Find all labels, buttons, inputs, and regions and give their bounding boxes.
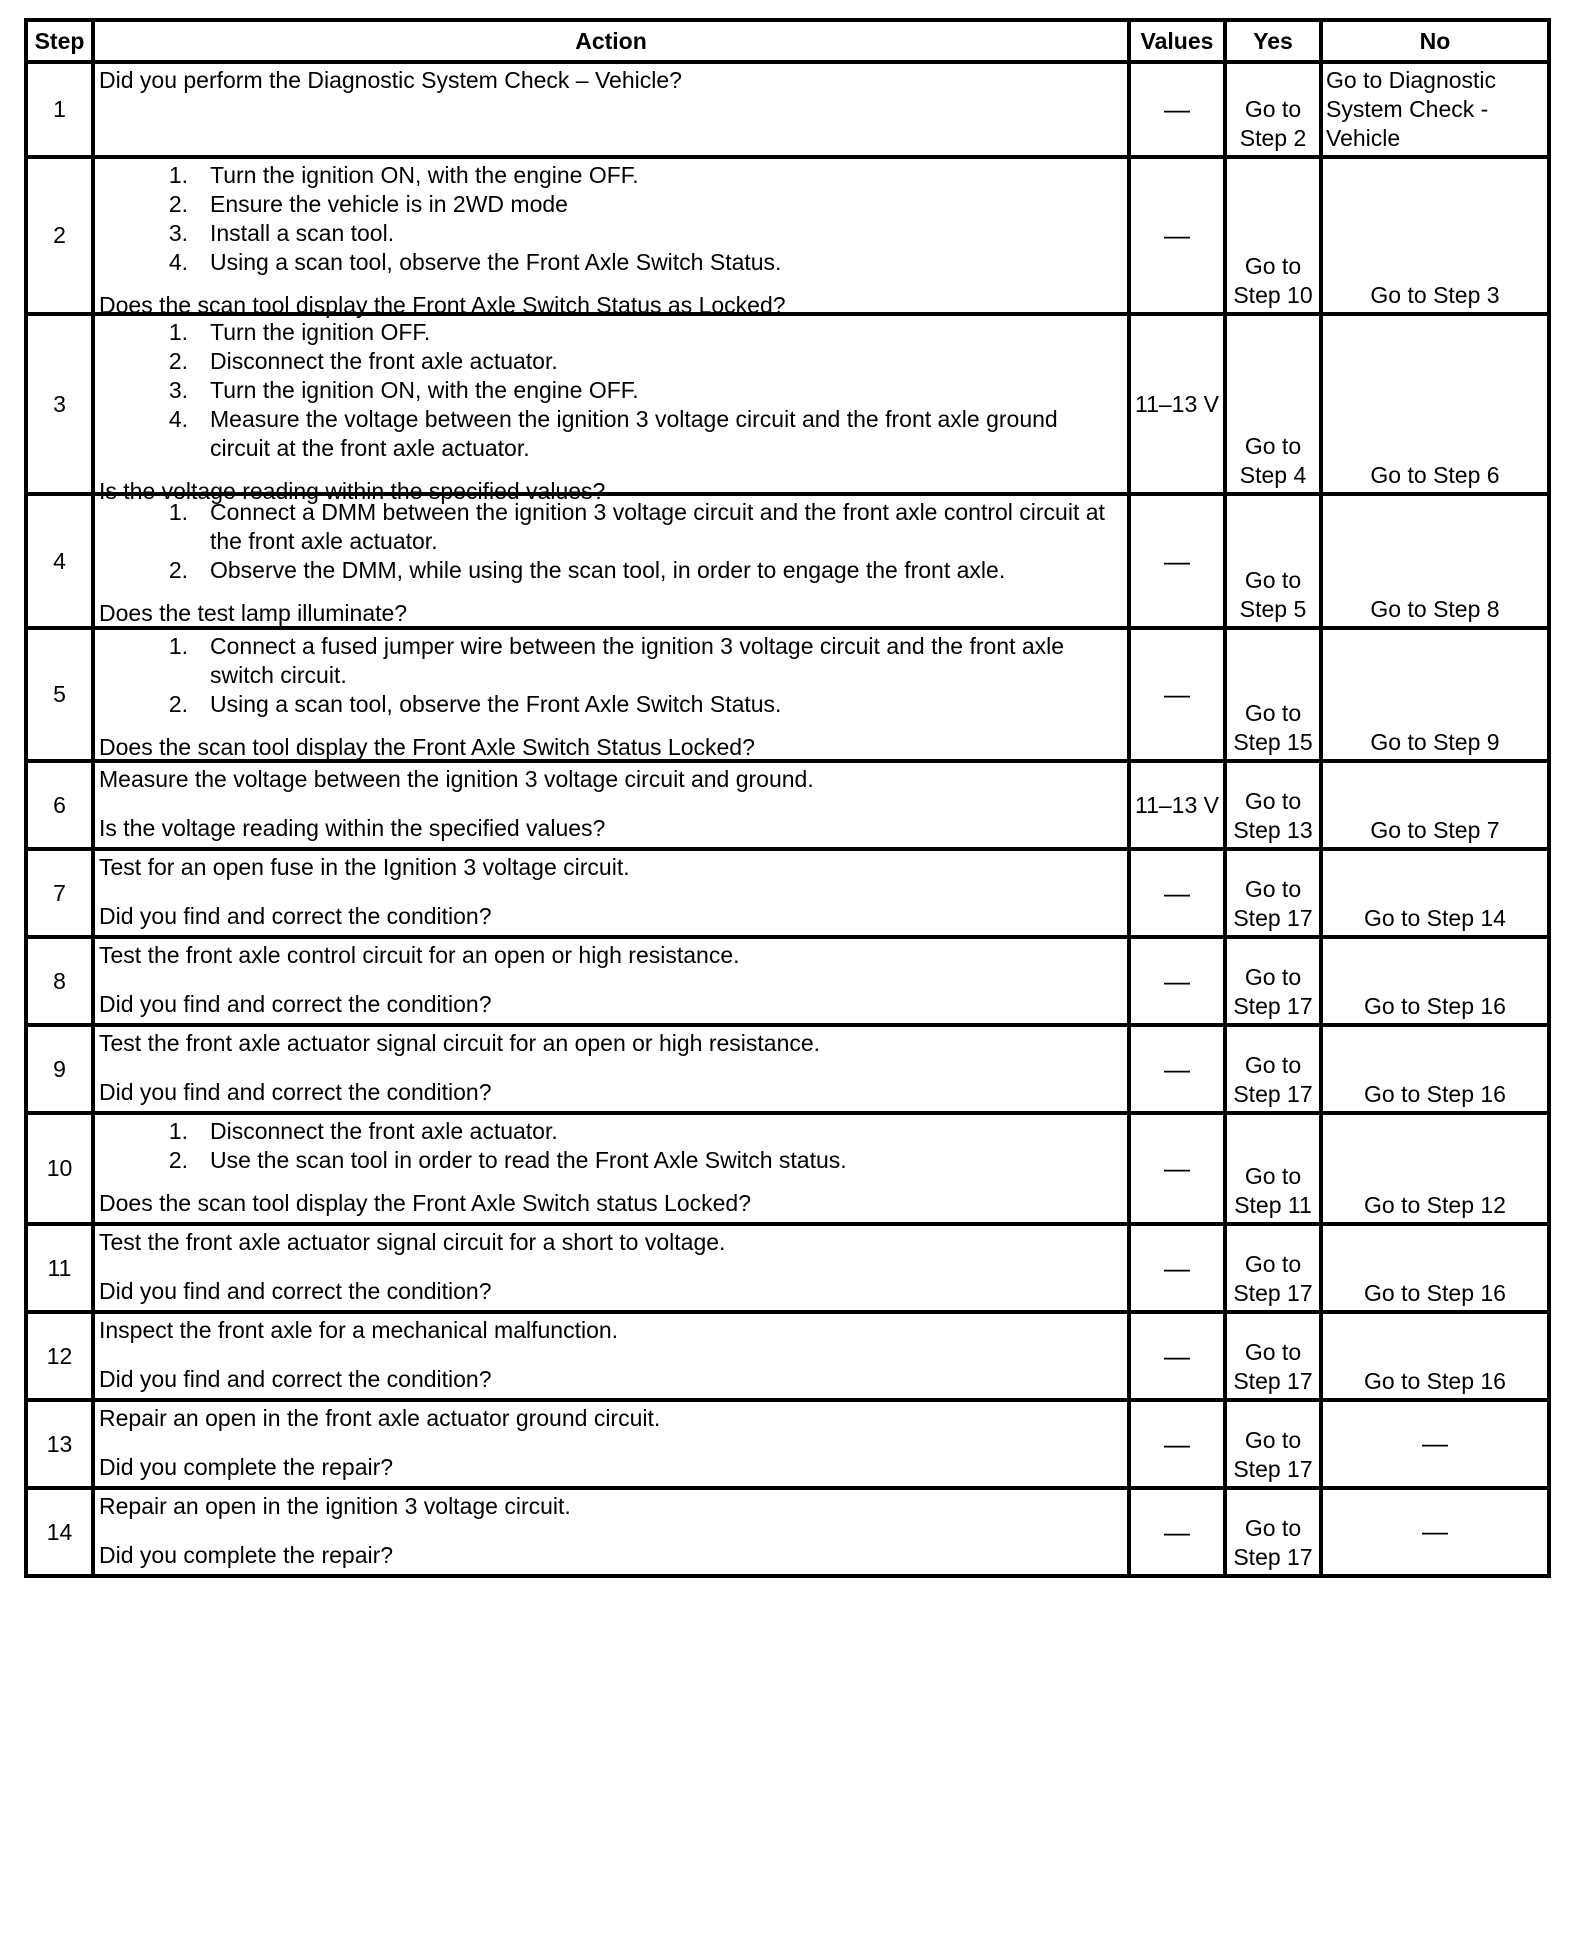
step-number: 3 (26, 314, 93, 494)
action-content (99, 1117, 1119, 1218)
yes-cell: Go to Step 13 (1225, 761, 1321, 849)
yes-cell: Go to Step 10 (1225, 157, 1321, 314)
action-question: Did you perform the Diagnostic System Check – Vehicle? (99, 67, 682, 93)
action-question: Did you find and correct the condition? (99, 991, 492, 1017)
action-cell (93, 1400, 1129, 1488)
action-content (99, 1316, 1119, 1394)
action-step-text: Disconnect the front axle actuator. (210, 348, 558, 374)
action-step-text: Using a scan tool, observe the Front Axle Switch Status. (210, 249, 782, 275)
action-cell (93, 314, 1129, 504)
no-cell: Go to Step 16 (1321, 937, 1549, 1025)
no-cell: Go to Step 3 (1321, 157, 1549, 314)
action-step-item (99, 248, 1119, 277)
yes-cell: Go to Step 11 (1225, 1113, 1321, 1224)
step-number: 2 (26, 157, 93, 314)
step-number: 13 (26, 1400, 93, 1488)
header-yes: Yes (1225, 20, 1321, 62)
step-number: 9 (26, 1025, 93, 1113)
action-step-item (99, 632, 1119, 690)
table-row (26, 62, 1549, 157)
table-row (26, 1312, 1549, 1400)
step-number: 1 (26, 62, 93, 157)
table-body (26, 62, 1549, 1576)
action-question: Does the scan tool display the Front Axle Switch Status Locked? (99, 734, 755, 760)
table-row (26, 1488, 1549, 1576)
action-step-text: Observe the DMM, while using the scan tool, in order to engage the front axle. (210, 557, 1006, 583)
action-content (99, 1029, 1119, 1107)
action-question: Does the scan tool display the Front Axle Switch status Locked? (99, 1190, 752, 1216)
action-step-text: Ensure the vehicle is in 2WD mode (210, 191, 568, 217)
action-step-item (99, 405, 1119, 463)
action-question: Did you find and correct the condition? (99, 1079, 492, 1105)
action-step-item (99, 556, 1119, 585)
action-step-number: 3. (168, 377, 188, 403)
values-cell: — (1129, 628, 1225, 761)
no-cell: Go to Step 16 (1321, 1312, 1549, 1400)
values-cell: — (1129, 1224, 1225, 1312)
no-cell: Go to Diagnostic System Check - Vehicle (1321, 62, 1549, 157)
action-step-item (99, 376, 1119, 405)
action-step-number: 2. (168, 557, 188, 583)
action-step-item (99, 190, 1119, 219)
action-step-item (99, 1146, 1119, 1175)
action-content (99, 498, 1119, 626)
action-step-number: 1. (168, 1118, 188, 1144)
action-question: Is the voltage reading within the specified values? (99, 815, 606, 841)
action-cell (93, 628, 1129, 761)
action-cell (93, 494, 1129, 628)
no-cell: Go to Step 8 (1321, 494, 1549, 628)
values-cell: 11–13 V (1129, 314, 1225, 494)
action-step-number: 4. (168, 249, 188, 275)
diagnostic-table (24, 18, 1551, 1578)
table-row (26, 849, 1549, 937)
action-content (99, 765, 1119, 843)
action-step-number: 1. (168, 499, 188, 525)
action-content (99, 853, 1119, 931)
action-step-text: Install a scan tool. (210, 220, 395, 246)
action-step-text: Turn the ignition ON, with the engine OFF. (210, 377, 639, 403)
header-no: No (1321, 20, 1549, 62)
action-step-number: 2. (168, 691, 188, 717)
values-cell: — (1129, 157, 1225, 314)
values-cell: — (1129, 849, 1225, 937)
yes-cell: Go to Step 17 (1225, 849, 1321, 937)
action-step-text: Disconnect the front axle actuator. (210, 1118, 558, 1144)
action-step-number: 2. (168, 191, 188, 217)
action-question: Is the voltage reading within the specified values? (99, 478, 606, 504)
step-number: 14 (26, 1488, 93, 1576)
values-cell: — (1129, 1400, 1225, 1488)
action-steps-list (99, 632, 1119, 719)
step-number: 4 (26, 494, 93, 628)
values-cell: — (1129, 1025, 1225, 1113)
action-step-number: 2. (168, 1147, 188, 1173)
action-step-text: Use the scan tool in order to read the Front Axle Switch status. (210, 1147, 847, 1173)
action-step-text: Connect a fused jumper wire between the ignition 3 voltage circuit and the front axle switch circuit. (210, 633, 1065, 688)
yes-cell: Go to Step 15 (1225, 628, 1321, 761)
action-step-text: Turn the ignition ON, with the engine OFF. (210, 162, 639, 188)
yes-cell: Go to Step 17 (1225, 1312, 1321, 1400)
table-row (26, 1113, 1549, 1224)
table-row (26, 157, 1549, 314)
table-row (26, 1400, 1549, 1488)
action-step-number: 1. (168, 633, 188, 659)
action-step-item (99, 219, 1119, 248)
yes-cell: Go to Step 4 (1225, 314, 1321, 494)
action-cell (93, 1224, 1129, 1312)
table-row (26, 494, 1549, 628)
action-step-item (99, 690, 1119, 719)
header-values: Values (1129, 20, 1225, 62)
step-number: 7 (26, 849, 93, 937)
yes-cell: Go to Step 17 (1225, 1025, 1321, 1113)
action-question: Does the scan tool display the Front Axle Switch Status as Locked? (99, 292, 786, 318)
action-step-item (99, 498, 1119, 556)
action-statement: Repair an open in the ignition 3 voltage circuit. (99, 1493, 571, 1519)
table-row (26, 314, 1549, 494)
step-number: 6 (26, 761, 93, 849)
values-cell: — (1129, 62, 1225, 157)
action-question: Did you find and correct the condition? (99, 1278, 492, 1304)
no-cell: Go to Step 16 (1321, 1025, 1549, 1113)
action-step-number: 1. (168, 162, 188, 188)
no-cell: Go to Step 16 (1321, 1224, 1549, 1312)
table-row (26, 1025, 1549, 1113)
no-cell: Go to Step 7 (1321, 761, 1549, 849)
action-question: Did you complete the repair? (99, 1542, 394, 1568)
values-cell: — (1129, 1488, 1225, 1576)
action-step-item (99, 161, 1119, 190)
action-content (99, 318, 1119, 504)
step-number: 12 (26, 1312, 93, 1400)
step-number: 5 (26, 628, 93, 761)
values-cell: — (1129, 937, 1225, 1025)
action-step-item (99, 347, 1119, 376)
action-statement: Inspect the front axle for a mechanical malfunction. (99, 1317, 619, 1343)
table-row (26, 761, 1549, 849)
action-step-number: 1. (168, 319, 188, 345)
action-cell (93, 157, 1129, 318)
header-row (26, 20, 1549, 62)
table-row (26, 628, 1549, 761)
action-step-item (99, 318, 1119, 347)
header-step: Step (26, 20, 93, 62)
yes-cell: Go to Step 17 (1225, 1224, 1321, 1312)
header-action: Action (93, 20, 1129, 62)
action-step-text: Connect a DMM between the ignition 3 voltage circuit and the front axle control circuit at the front axle actuator. (210, 499, 1105, 554)
table-row (26, 1224, 1549, 1312)
action-content (99, 1228, 1119, 1306)
action-step-number: 4. (168, 406, 188, 432)
action-steps-list (99, 498, 1119, 585)
action-content (99, 632, 1119, 760)
step-number: 10 (26, 1113, 93, 1224)
action-steps-list (99, 318, 1119, 463)
action-step-text: Using a scan tool, observe the Front Axle Switch Status. (210, 691, 782, 717)
action-cell (93, 1312, 1129, 1400)
action-statement: Test the front axle actuator signal circuit for a short to voltage. (99, 1229, 726, 1255)
action-content (99, 66, 1119, 136)
yes-cell: Go to Step 17 (1225, 1400, 1321, 1488)
action-step-number: 2. (168, 348, 188, 374)
action-content (99, 1492, 1119, 1570)
yes-cell: Go to Step 17 (1225, 937, 1321, 1025)
no-cell: Go to Step 9 (1321, 628, 1549, 761)
action-content (99, 1404, 1119, 1482)
yes-cell: Go to Step 5 (1225, 494, 1321, 628)
action-cell (93, 1025, 1129, 1113)
action-content (99, 941, 1119, 1019)
no-cell: — (1321, 1400, 1549, 1488)
action-question: Did you complete the repair? (99, 1454, 394, 1480)
action-step-text: Measure the voltage between the ignition 3 voltage circuit and the front axle ground circuit at the front axle actuator. (210, 406, 1058, 461)
no-cell: — (1321, 1488, 1549, 1576)
action-cell (93, 1113, 1129, 1224)
action-content (99, 161, 1119, 318)
action-cell (93, 761, 1129, 849)
values-cell: 11–13 V (1129, 761, 1225, 849)
action-cell (93, 849, 1129, 937)
action-steps-list (99, 161, 1119, 277)
no-cell: Go to Step 6 (1321, 314, 1549, 494)
action-steps-list (99, 1117, 1119, 1175)
action-statement: Test for an open fuse in the Ignition 3 voltage circuit. (99, 854, 630, 880)
values-cell: — (1129, 1113, 1225, 1224)
action-question: Did you find and correct the condition? (99, 903, 492, 929)
action-statement: Measure the voltage between the ignition 3 voltage circuit and ground. (99, 766, 814, 792)
action-statement: Repair an open in the front axle actuator ground circuit. (99, 1405, 661, 1431)
no-cell: Go to Step 14 (1321, 849, 1549, 937)
yes-cell: Go to Step 2 (1225, 62, 1321, 157)
action-question: Did you find and correct the condition? (99, 1366, 492, 1392)
action-cell (93, 62, 1129, 157)
step-number: 11 (26, 1224, 93, 1312)
action-statement: Test the front axle control circuit for an open or high resistance. (99, 942, 740, 968)
values-cell: — (1129, 1312, 1225, 1400)
action-cell (93, 937, 1129, 1025)
action-step-item (99, 1117, 1119, 1146)
action-statement: Test the front axle actuator signal circuit for an open or high resistance. (99, 1030, 821, 1056)
table-row (26, 937, 1549, 1025)
action-cell (93, 1488, 1129, 1576)
action-step-text: Turn the ignition OFF. (210, 319, 431, 345)
no-cell: Go to Step 12 (1321, 1113, 1549, 1224)
step-number: 8 (26, 937, 93, 1025)
action-step-number: 3. (168, 220, 188, 246)
values-cell: — (1129, 494, 1225, 628)
yes-cell: Go to Step 17 (1225, 1488, 1321, 1576)
action-question: Does the test lamp illuminate? (99, 600, 408, 626)
